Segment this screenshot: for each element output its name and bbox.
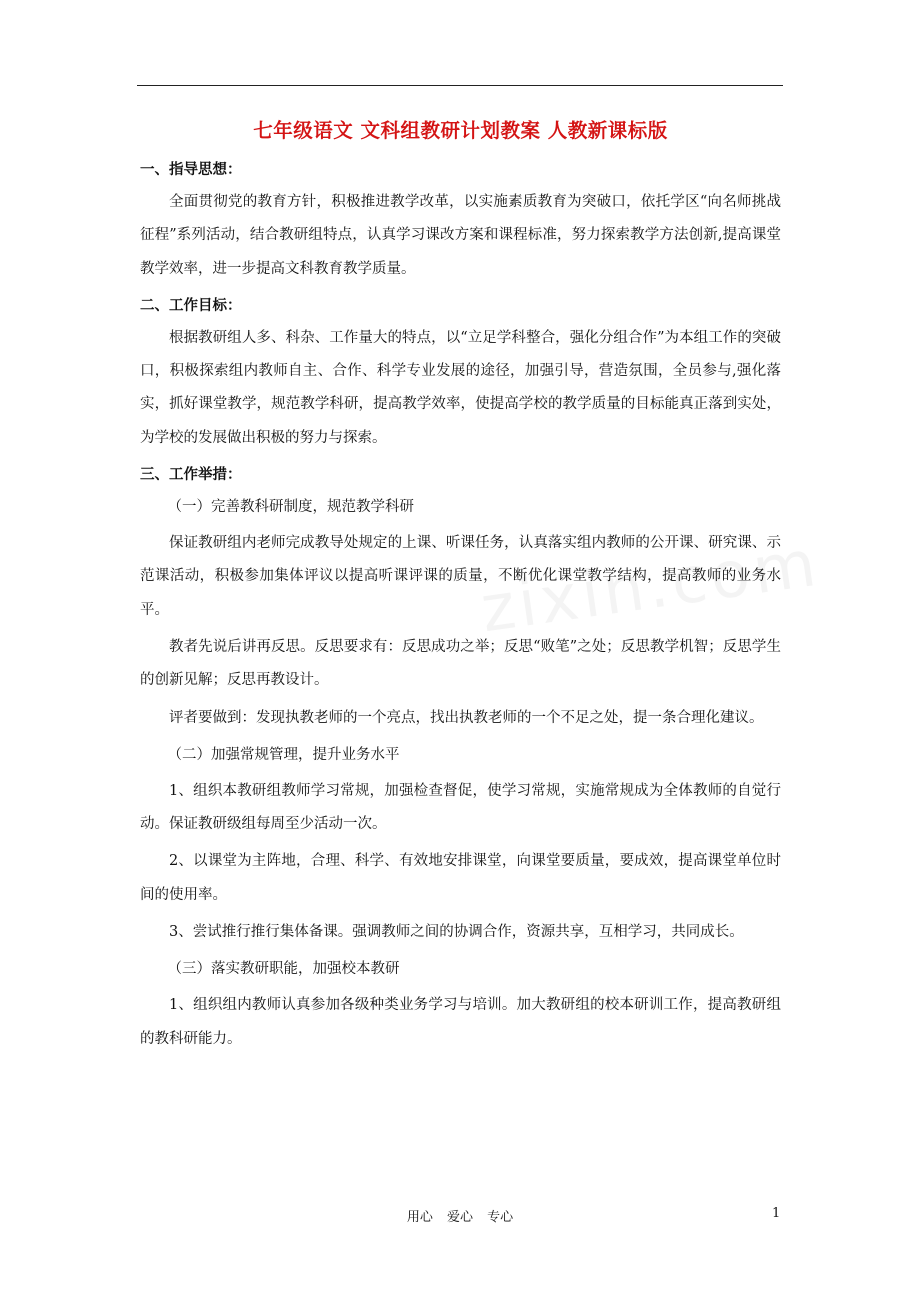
paragraph: 1、组织组内教师认真参加各级种类业务学习与培训。加大教研组的校本研训工作，提高教研组的教科研能力。 [140,997,781,1047]
subsection-heading: （三）落实教研职能，加强校本教研 [167,961,400,978]
header-rule [137,85,783,86]
page-number: 1 [772,1206,781,1221]
section-heading-work-measures: 三、工作举措： [140,467,242,484]
paragraph: 3、尝试推行推行集体备课。强调教师之间的协调合作，资源共享，互相学习，共同成长。 [169,924,744,941]
section-heading-guiding-ideology: 一、指导思想： [140,162,242,178]
subsection-heading: （一）完善教科研制度，规范教学科研 [167,499,415,516]
paragraph: 评者要做到：发现执教老师的一个亮点，找出执教老师的一个不足之处，提一条合理化建议。 [169,709,764,726]
document-title: 七年级语文 文科组教研计划教案 人教新课标版 [253,119,668,142]
footer-motto: 用心 爱心 专心 [406,1210,514,1225]
paragraph: 全面贯彻党的教育方针，积极推进教学改革，以实施素质教育为突破口，依托学区“向名师挑战征程”系列活动，结合教研组特点，认真学习课改方案和课程标准，努力探索教学方法创新,提高课堂教学效率，进一步提高文科教育教学质量。 [140,194,781,277]
section-heading-work-goals: 二、工作目标： [140,297,242,314]
paragraph: 根据教研组人多、科杂、工作量大的特点，以“立足学科整合，强化分组合作”为本组工作的突破口，积极探索组内教师自主、合作、科学专业发展的途径，加强引导，营造氛围，全员参与,强化落实，抓好课堂教学，规范教学科研，提高教学效率，使提高学校的教学质量的目标能真正落到实处，为学校的发展做出积极的努力与探索。 [140,329,781,446]
paragraph: 教者先说后讲再反思。反思要求有：反思成功之举；反思“败笔”之处；反思教学机智；反思学生的创新见解；反思再教设计。 [140,638,781,689]
paragraph: 1、组织本教研组教师学习常规，加强检查督促，使学习常规，实施常规成为全体教师的自觉行动。保证教研级组每周至少活动一次。 [140,782,781,833]
paragraph: 保证教研组内老师完成教导处规定的上课、听课任务，认真落实组内教师的公开课、研究课、示范课活动，积极参加集体评议以提高听课评课的质量，不断优化课堂教学结构，提高教师的业务水平。 [140,535,781,618]
paragraph: 2、以课堂为主阵地，合理、科学、有效地安排课堂，向课堂要质量，要成效，提高课堂单位时间的使用率。 [140,853,781,903]
document-body [140,116,781,1060]
subsection-heading: （二）加强常规管理，提升业务水平 [167,746,400,763]
